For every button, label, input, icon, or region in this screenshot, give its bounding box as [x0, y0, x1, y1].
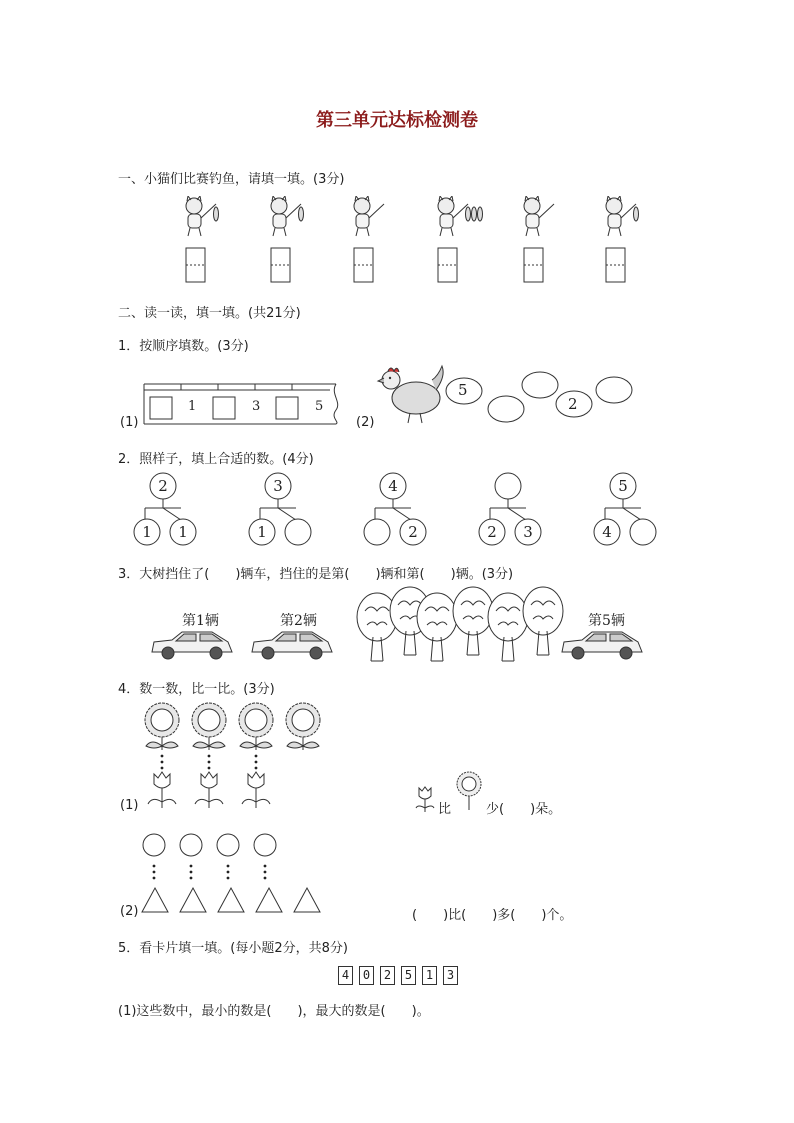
triangle-shape — [180, 888, 206, 912]
sunflower-icon — [286, 703, 320, 750]
tulip-icon — [195, 772, 223, 808]
number-bond — [134, 473, 196, 545]
fish-icon — [299, 207, 304, 221]
dots-icon — [190, 865, 193, 880]
triangle-shape — [294, 888, 320, 912]
bond-right-circle[interactable] — [630, 519, 656, 545]
cars-trees-figure — [145, 585, 650, 665]
number-card: 0 — [359, 966, 374, 985]
tree-icon — [453, 587, 493, 655]
hen-icon — [376, 360, 446, 426]
section-1-heading: 一、小猫们比赛钓鱼，请填一填。(3分) — [118, 172, 345, 187]
triangle-shape — [142, 888, 168, 912]
cat-icon — [186, 196, 219, 282]
dots-icon — [208, 755, 211, 770]
dots-icon — [227, 865, 230, 880]
bond-number: 3 — [273, 477, 283, 495]
bond-left-circle[interactable] — [364, 519, 390, 545]
section-2-heading: 二、读一读，填一填。(共21分) — [118, 306, 301, 321]
tulip-icon — [148, 772, 176, 808]
q5-heading: 5．看卡片填一填。(每小题2分，共8分) — [118, 941, 348, 956]
circle-shape — [217, 834, 239, 856]
trees-group — [357, 587, 563, 661]
q4-heading: 4．数一数，比一比。(3分) — [118, 682, 275, 697]
bond-number: 4 — [602, 523, 612, 541]
q1-heading: 1．按顺序填数。(3分) — [118, 339, 249, 354]
number-ovals — [444, 368, 639, 428]
tulip-icon — [412, 784, 438, 814]
ruler-number: 5 — [315, 399, 324, 414]
ruler-number: 1 — [188, 399, 197, 414]
circle-shape — [180, 834, 202, 856]
cat-icon — [524, 196, 554, 282]
tulip-icon — [242, 772, 270, 808]
sunflower-icon — [145, 703, 179, 750]
cat-icon — [606, 196, 639, 282]
tree-icon — [417, 593, 457, 661]
ruler-number: 3 — [252, 399, 261, 414]
ruler-blank-box[interactable] — [213, 397, 235, 419]
sunflower-icon — [192, 703, 226, 750]
fish-icon — [214, 207, 219, 221]
number-bonds — [125, 470, 670, 550]
q1-label-2: (2) — [356, 415, 375, 430]
triangle-shape — [256, 888, 282, 912]
bond-number: 2 — [408, 523, 418, 541]
car-label: 第1辆 — [182, 613, 219, 629]
flowers-tulips-figure — [138, 702, 338, 812]
dots-icon — [161, 755, 164, 770]
sunflower-icon — [452, 770, 486, 812]
bond-right-circle[interactable] — [285, 519, 311, 545]
number-bond — [364, 473, 426, 545]
ruler-blank-box[interactable] — [150, 397, 172, 419]
fish-icon — [634, 207, 639, 221]
q1-label-1: (1) — [120, 415, 139, 430]
bond-number: 2 — [158, 477, 168, 495]
car-icon — [152, 632, 232, 659]
dots-icon — [153, 865, 156, 880]
number-card: 1 — [422, 966, 437, 985]
number-cards — [338, 966, 468, 988]
blank-oval[interactable] — [596, 377, 632, 403]
number-card: 2 — [380, 966, 395, 985]
triangle-shape — [218, 888, 244, 912]
q4-label-2: (2) — [120, 904, 139, 919]
q2-heading: 2．照样子，填上合适的数。(4分) — [118, 452, 314, 467]
circles-triangles-figure — [138, 830, 338, 920]
bond-top-circle[interactable] — [495, 473, 521, 499]
fish-icon — [472, 207, 477, 221]
cats-fishing-figure — [180, 196, 650, 288]
number-card: 4 — [338, 966, 353, 985]
bond-number: 3 — [523, 523, 533, 541]
blank-oval[interactable] — [522, 372, 558, 398]
cat-icon — [438, 196, 483, 282]
bond-number: 4 — [388, 477, 398, 495]
car-label: 第5辆 — [588, 613, 625, 629]
circle-shape — [254, 834, 276, 856]
dots-icon — [255, 755, 258, 770]
oval-number: 2 — [568, 395, 578, 413]
blank-oval[interactable] — [488, 396, 524, 422]
compare-word-1: 比 — [438, 802, 452, 817]
car-icon — [252, 632, 332, 659]
fish-icon — [478, 207, 483, 221]
car-label: 第2辆 — [280, 613, 317, 629]
dots-icon — [264, 865, 267, 880]
number-bond — [249, 473, 311, 545]
cat-icon — [354, 196, 384, 282]
compare-sentence-1: 少( )朵。 — [486, 802, 562, 817]
cat-icon — [271, 196, 304, 282]
fish-icon — [466, 207, 471, 221]
tree-icon — [523, 587, 563, 655]
circle-shape — [143, 834, 165, 856]
oval-number: 5 — [458, 381, 468, 399]
number-bond — [479, 473, 541, 545]
tree-icon — [488, 593, 528, 661]
compare-sentence-2: ( )比( )多( )个。 — [412, 908, 573, 923]
q5-sub-1: (1)这些数中，最小的数是( )，最大的数是( )。 — [118, 1004, 430, 1019]
bond-number: 1 — [142, 523, 152, 541]
number-bond — [594, 473, 656, 545]
page-title: 第三单元达标检测卷 — [316, 110, 478, 131]
ruler-blank-box[interactable] — [276, 397, 298, 419]
car-icon — [562, 632, 642, 659]
bond-number: 5 — [618, 477, 628, 495]
sunflower-icon — [239, 703, 273, 750]
number-card: 3 — [443, 966, 458, 985]
q3-heading: 3．大树挡住了( )辆车，挡住的是第( )辆和第( )辆。(3分) — [118, 567, 514, 582]
bond-number: 1 — [178, 523, 188, 541]
bond-number: 1 — [257, 523, 267, 541]
bond-number: 2 — [487, 523, 497, 541]
q4-label-1: (1) — [120, 798, 139, 813]
number-card: 5 — [401, 966, 416, 985]
